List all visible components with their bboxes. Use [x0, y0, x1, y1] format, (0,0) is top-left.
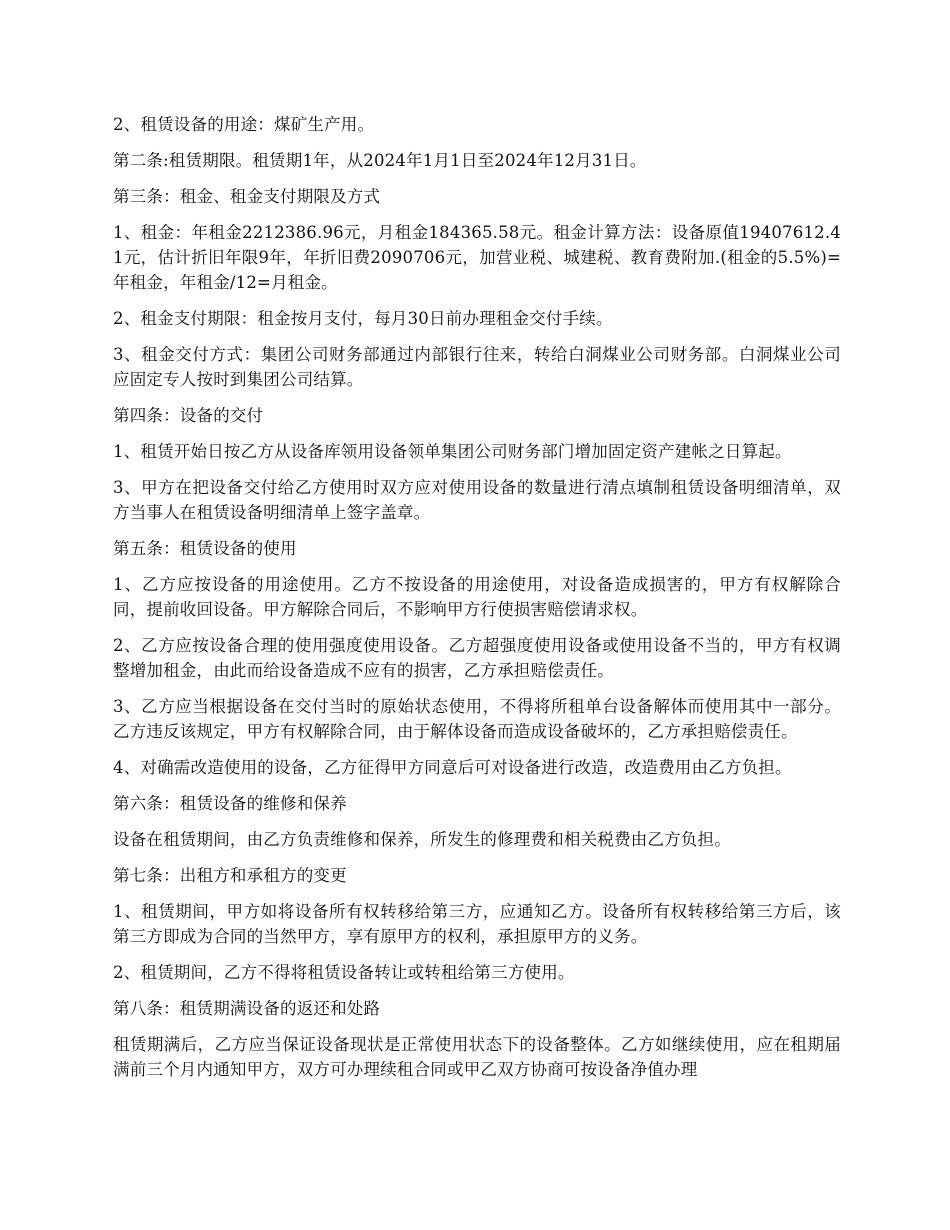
- article-5-item-1: 1、乙方应按设备的用途使用。乙方不按设备的用途使用，对设备造成损害的，甲方有权解除合同，提前收回设备。甲方解除合同后，不影响甲方行使损害赔偿请求权。: [113, 575, 841, 619]
- clause-use-purpose: 2、租赁设备的用途：煤矿生产用。: [113, 115, 375, 134]
- article-5-item-3: 3、乙方应当根据设备在交付当时的原始状态使用，不得将所租单台设备解体而使用其中一部分。乙方违反该规定，甲方有权解除合同，由于解体设备而造成设备破坏的，乙方承担赔偿责任。: [113, 697, 841, 741]
- article-4-item-1: 1、租赁开始日按乙方从设备库领用设备领单集团公司财务部门增加固定资产建帐之日算起。: [113, 442, 792, 461]
- article-5-item-2: 2、乙方应按设备合理的使用强度使用设备。乙方超强度使用设备或使用设备不当的，甲方有权调整增加租金，由此而给设备造成不应有的损害，乙方承担赔偿责任。: [113, 636, 841, 680]
- article-7-heading: 第七条：出租方和承租方的变更: [113, 866, 347, 885]
- article-3-item-1-rent: 1、租金：年租金2212386.96元，月租金184365.58元。租金计算方法：设备原值19407612.41元，估计折旧年限9年，年折旧费2090706元，加营业税、城建税、教育费附加.(租金的5.5%)=年租金，年租金/12=月租金。: [113, 223, 841, 292]
- article-4-heading: 第四条：设备的交付: [113, 406, 264, 425]
- article-8-heading: 第八条：租赁期满设备的返还和处路: [113, 999, 381, 1018]
- article-7-item-1: 1、租赁期间，甲方如将设备所有权转移给第三方，应通知乙方。设备所有权转移给第三方后，该第三方即成为合同的当然甲方，享有原甲方的权利，承担原甲方的义务。: [113, 902, 841, 946]
- document-body: [113, 112, 841, 1093]
- article-7-item-2: 2、租赁期间，乙方不得将租赁设备转让或转租给第三方使用。: [113, 963, 575, 982]
- article-3-item-3-payment-method: 3、租金交付方式：集团公司财务部通过内部银行往来，转给白洞煤业公司财务部。白洞煤业公司应固定专人按时到集团公司结算。: [113, 345, 841, 389]
- article-3-item-2-payment-period: 2、租金支付期限：租金按月支付，每月30日前办理租金交付手续。: [113, 309, 613, 328]
- article-5-heading: 第五条：租赁设备的使用: [113, 539, 297, 558]
- article-6-body: 设备在租赁期间，由乙方负责维修和保养，所发生的修理费和相关税费由乙方负担。: [113, 830, 731, 849]
- article-3-heading: 第三条：租金、租金支付期限及方式: [113, 187, 381, 206]
- article-4-item-3: 3、甲方在把设备交付给乙方使用时双方应对使用设备的数量进行清点填制租赁设备明细清单，双方当事人在租赁设备明细清单上签字盖章。: [113, 478, 841, 522]
- article-8-body: 租赁期满后，乙方应当保证设备现状是正常使用状态下的设备整体。乙方如继续使用，应在租期届满前三个月内通知甲方，双方可办理续租合同或甲乙双方协商可按设备净值办理: [113, 1035, 841, 1079]
- article-5-item-4: 4、对确需改造使用的设备，乙方征得甲方同意后可对设备进行改造，改造费用由乙方负担。: [113, 758, 792, 777]
- article-6-heading: 第六条：租赁设备的维修和保养: [113, 794, 347, 813]
- article-2-lease-term: 第二条:租赁期限。租赁期1年，从2024年1月1日至2024年12月31日。: [113, 151, 647, 170]
